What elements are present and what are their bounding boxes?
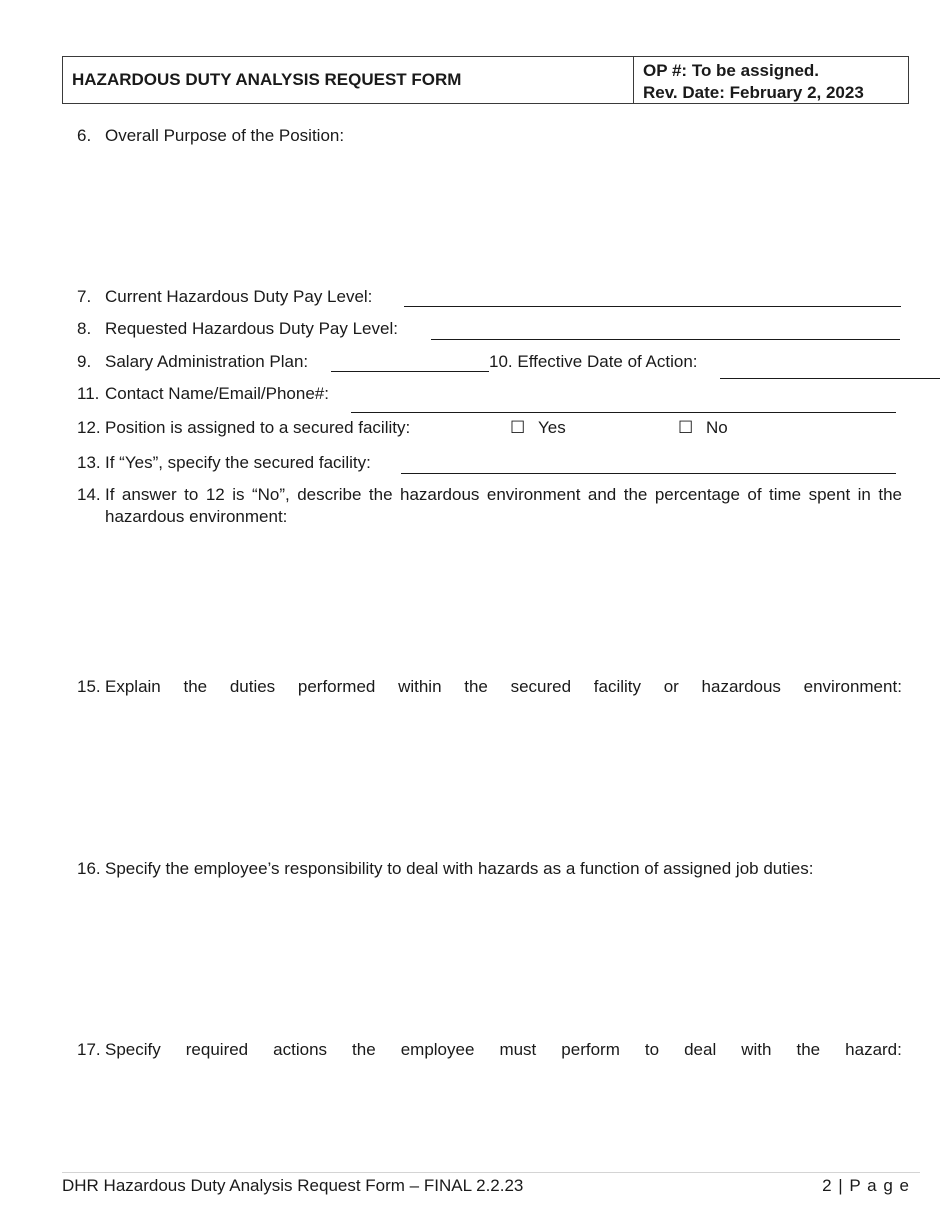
q13-label: If “Yes”, specify the secured facility:: [105, 453, 371, 472]
q15-word: the: [183, 677, 208, 696]
q7-number: 7.: [77, 287, 92, 306]
q17-word: the: [352, 1040, 376, 1059]
q11-label: Contact Name/Email/Phone#:: [105, 384, 329, 403]
q12-yes-option[interactable]: [510, 417, 566, 439]
q17-number: 17.: [77, 1040, 101, 1059]
q15-word: environment:: [803, 677, 902, 696]
q14-label: If answer to 12 is “No”, describe the hazardous environment and the percentage of time spent in the hazardous environment:: [105, 485, 902, 526]
q17-label: [105, 1039, 902, 1061]
q8-answer-line[interactable]: [431, 339, 900, 340]
q17-word: required: [185, 1040, 249, 1059]
q16-number: 16.: [77, 859, 101, 878]
form-meta: [634, 57, 908, 103]
q9-answer-line[interactable]: [331, 371, 489, 372]
q15-word: secured: [510, 677, 572, 696]
q17-word: Specify: [105, 1040, 161, 1059]
q7-answer-line[interactable]: [404, 306, 901, 307]
q10-label: 10. Effective Date of Action:: [489, 352, 698, 371]
checkbox-icon[interactable]: ☐: [678, 418, 694, 437]
footer-page-number: 2 | P a g e: [822, 1176, 910, 1195]
q12-number: 12.: [77, 418, 101, 437]
q11-answer-line[interactable]: [351, 412, 896, 413]
q8-label: Requested Hazardous Duty Pay Level:: [105, 319, 398, 338]
q16-label: Specify the employee’s responsibility to deal with hazards as a function of assigned job duties:: [105, 859, 814, 878]
q11-number: 11.: [77, 384, 100, 403]
q15-word: facility: [593, 677, 642, 696]
q17-word: employee: [400, 1040, 475, 1059]
q15-label: [105, 676, 902, 698]
q17-word: with: [741, 1040, 772, 1059]
q7-label: Current Hazardous Duty Pay Level:: [105, 287, 373, 306]
checkbox-icon[interactable]: ☐: [510, 418, 526, 437]
q8-number: 8.: [77, 319, 92, 338]
q17-word: hazard:: [845, 1040, 902, 1059]
q9-label: Salary Administration Plan:: [105, 352, 309, 371]
q9-number: 9.: [77, 352, 92, 371]
q15-word: or: [663, 677, 679, 696]
q15-word: the: [464, 677, 488, 696]
q17-word: deal: [684, 1040, 717, 1059]
footer-document-name: DHR Hazardous Duty Analysis Request Form – FINAL 2.2.23: [62, 1176, 524, 1195]
q12-label: Position is assigned to a secured facility:: [105, 418, 411, 437]
q15-word: within: [398, 677, 442, 696]
q15-number: 15.: [77, 677, 101, 696]
op-number: OP #: To be assigned.: [643, 61, 820, 80]
form-title: HAZARDOUS DUTY ANALYSIS REQUEST FORM: [63, 57, 634, 103]
q13-answer-line[interactable]: [401, 473, 896, 474]
q6-label: Overall Purpose of the Position:: [105, 126, 345, 145]
q17-word: to: [644, 1040, 660, 1059]
q17-word: actions: [273, 1040, 328, 1059]
q17-word: the: [796, 1040, 821, 1059]
footer-divider: [62, 1172, 920, 1173]
q17-word: must: [499, 1040, 537, 1059]
q12-no-option[interactable]: [678, 417, 728, 439]
q14-number: 14.: [77, 485, 101, 504]
q12-no-label: No: [705, 418, 728, 437]
q10-answer-line[interactable]: [720, 378, 940, 379]
q13-number: 13.: [77, 453, 101, 472]
q12-yes-label: Yes: [537, 418, 566, 437]
form-header: [62, 56, 909, 104]
rev-date: Rev. Date: February 2, 2023: [643, 83, 864, 102]
q17-word: perform: [561, 1040, 620, 1059]
q15-word: hazardous: [701, 677, 781, 696]
q6-number: 6.: [77, 126, 92, 145]
q15-word: performed: [297, 677, 376, 696]
q15-word: Explain: [105, 677, 161, 696]
q15-word: duties: [229, 677, 276, 696]
